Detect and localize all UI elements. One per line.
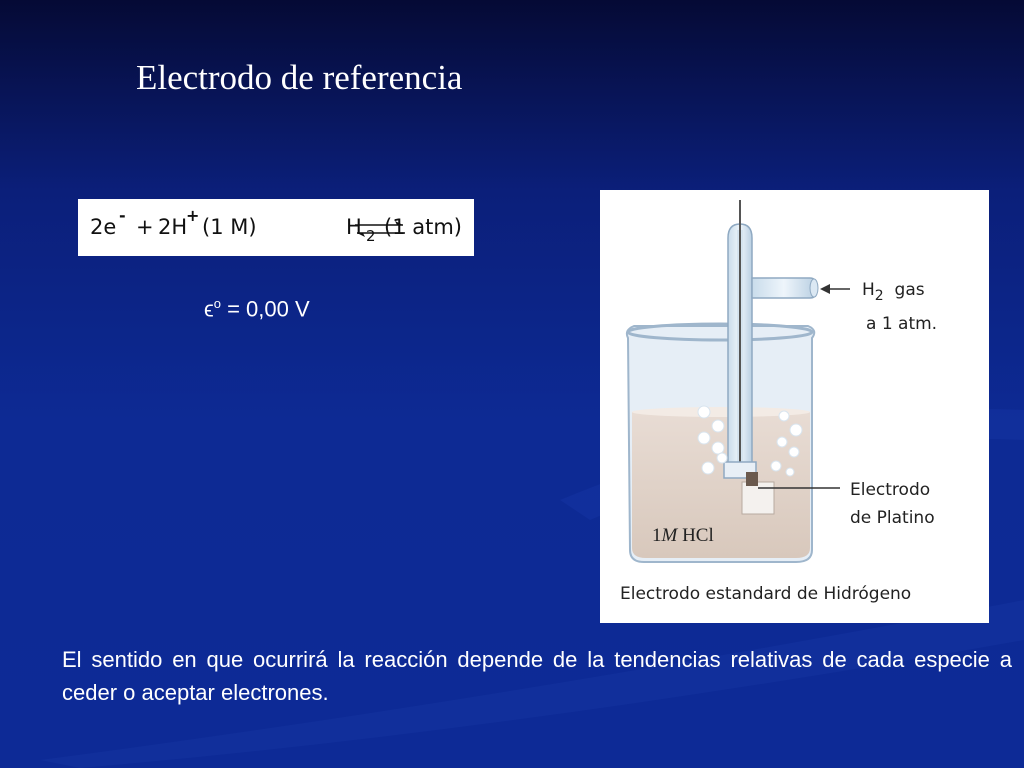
solution-molar: M: [661, 525, 678, 546]
gas-formula: H: [862, 280, 875, 300]
solution-label: [652, 525, 714, 547]
equation-protons-concentration: (1 M): [202, 215, 257, 239]
figure-caption: Electrodo estandard de Hidrógeno: [620, 584, 912, 604]
protons-text: 2H: [158, 215, 188, 239]
gas-pressure-label: a 1 atm.: [866, 314, 938, 334]
potential-value: = 0,00 V: [220, 296, 310, 322]
gas-subscript: 2: [874, 288, 884, 304]
hydrogen-electrode-illustration: [600, 190, 989, 623]
explanation-text: El sentido en que ocurrirá la reacción depende de la tendencias relativas de cada especie a ceder o aceptar electrones.: [62, 647, 1012, 705]
hydrogen-electrode-figure: [600, 190, 989, 623]
standard-potential: [204, 296, 310, 322]
solution-suffix: HCl: [677, 525, 714, 546]
product-text: H: [346, 215, 362, 239]
slide-title: Electrodo de referencia: [136, 58, 463, 97]
gas-label: [862, 280, 925, 304]
equation-protons: [158, 206, 200, 239]
solution-prefix: 1: [652, 525, 662, 546]
equation-electrons: [90, 206, 126, 239]
equation-plus: +: [136, 215, 154, 239]
half-reaction-equation: [78, 199, 474, 256]
equation-product-pressure: (1 atm): [384, 215, 462, 239]
equation-product: [346, 215, 376, 245]
electrode-label-line1: Electrodo: [850, 480, 931, 500]
electrode-label-line2: de Platino: [850, 508, 935, 528]
electrons-text: 2e: [90, 215, 117, 239]
electron-charge: -: [119, 206, 126, 225]
product-subscript: 2: [366, 227, 376, 245]
potential-symbol: ϵ: [204, 296, 214, 322]
proton-charge: +: [186, 206, 200, 225]
potential-superscript: o: [213, 296, 221, 311]
gas-word: gas: [894, 280, 925, 300]
